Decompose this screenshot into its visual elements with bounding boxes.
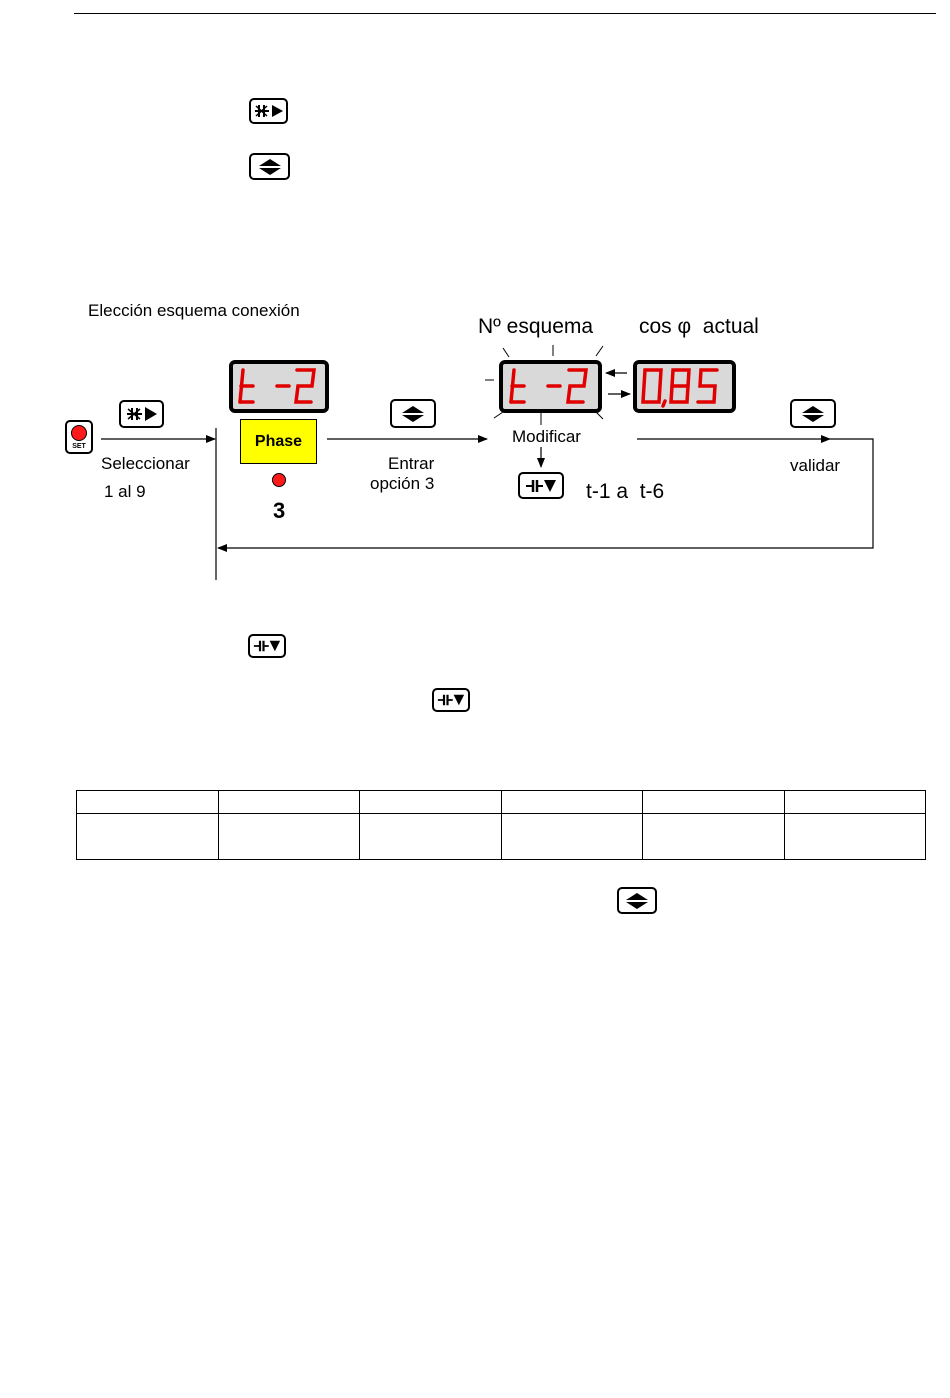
led-right-key-button[interactable] [119, 400, 164, 428]
table-cell [218, 814, 360, 860]
up-down-key-button[interactable] [390, 399, 436, 428]
set-button[interactable] [65, 420, 93, 454]
display-center [499, 360, 602, 413]
label-modificar: Modificar [512, 427, 581, 446]
display-right-digits [637, 364, 732, 409]
table-cell [643, 814, 785, 860]
label-no-esquema: Nº esquema [478, 315, 594, 338]
label-1-al-9: 1 al 9 [104, 482, 146, 501]
table-cell [784, 814, 926, 860]
table-cell [643, 791, 785, 814]
scheme-table [76, 790, 926, 860]
table-cell [784, 791, 926, 814]
display-left [229, 360, 329, 413]
table-row [77, 791, 926, 814]
capacitor-down-key-icon [524, 478, 558, 494]
label-t-range: t-1 a t-6 [586, 480, 665, 503]
validar-up-down-key-button[interactable] [790, 399, 836, 428]
capacitor-down-key-button[interactable] [518, 472, 564, 499]
phase-label: Phase [254, 432, 303, 450]
table-cell [218, 791, 360, 814]
phase-number: 3 [273, 498, 286, 523]
table-cell [77, 814, 219, 860]
up-down-key-icon [400, 405, 426, 423]
diagram-title: Elección esquema conexión [88, 301, 300, 320]
phase-indicator [240, 419, 317, 464]
set-led-icon [71, 425, 87, 441]
set-label: SET [72, 443, 86, 450]
table-row [77, 814, 926, 860]
table-cell [77, 791, 219, 814]
label-entrar: Entrar [388, 454, 435, 473]
table-cell [360, 791, 502, 814]
table-cell [501, 814, 643, 860]
capacitor-down-key-icon [432, 688, 470, 712]
label-opcion: opción 3 [370, 474, 435, 493]
label-validar: validar [790, 456, 841, 475]
up-down-key-icon [800, 405, 826, 423]
table-cell [501, 791, 643, 814]
display-left-digits [233, 364, 325, 409]
table-cell [360, 814, 502, 860]
capacitor-down-key-icon [248, 634, 286, 658]
display-center-digits [503, 364, 598, 409]
up-down-key-icon [617, 887, 657, 914]
label-seleccionar: Seleccionar [101, 454, 190, 473]
led-right-key-icon [125, 406, 159, 422]
label-cos-phi: cos φ actual [639, 315, 759, 338]
phase-led-icon [272, 473, 286, 487]
display-right [633, 360, 736, 413]
